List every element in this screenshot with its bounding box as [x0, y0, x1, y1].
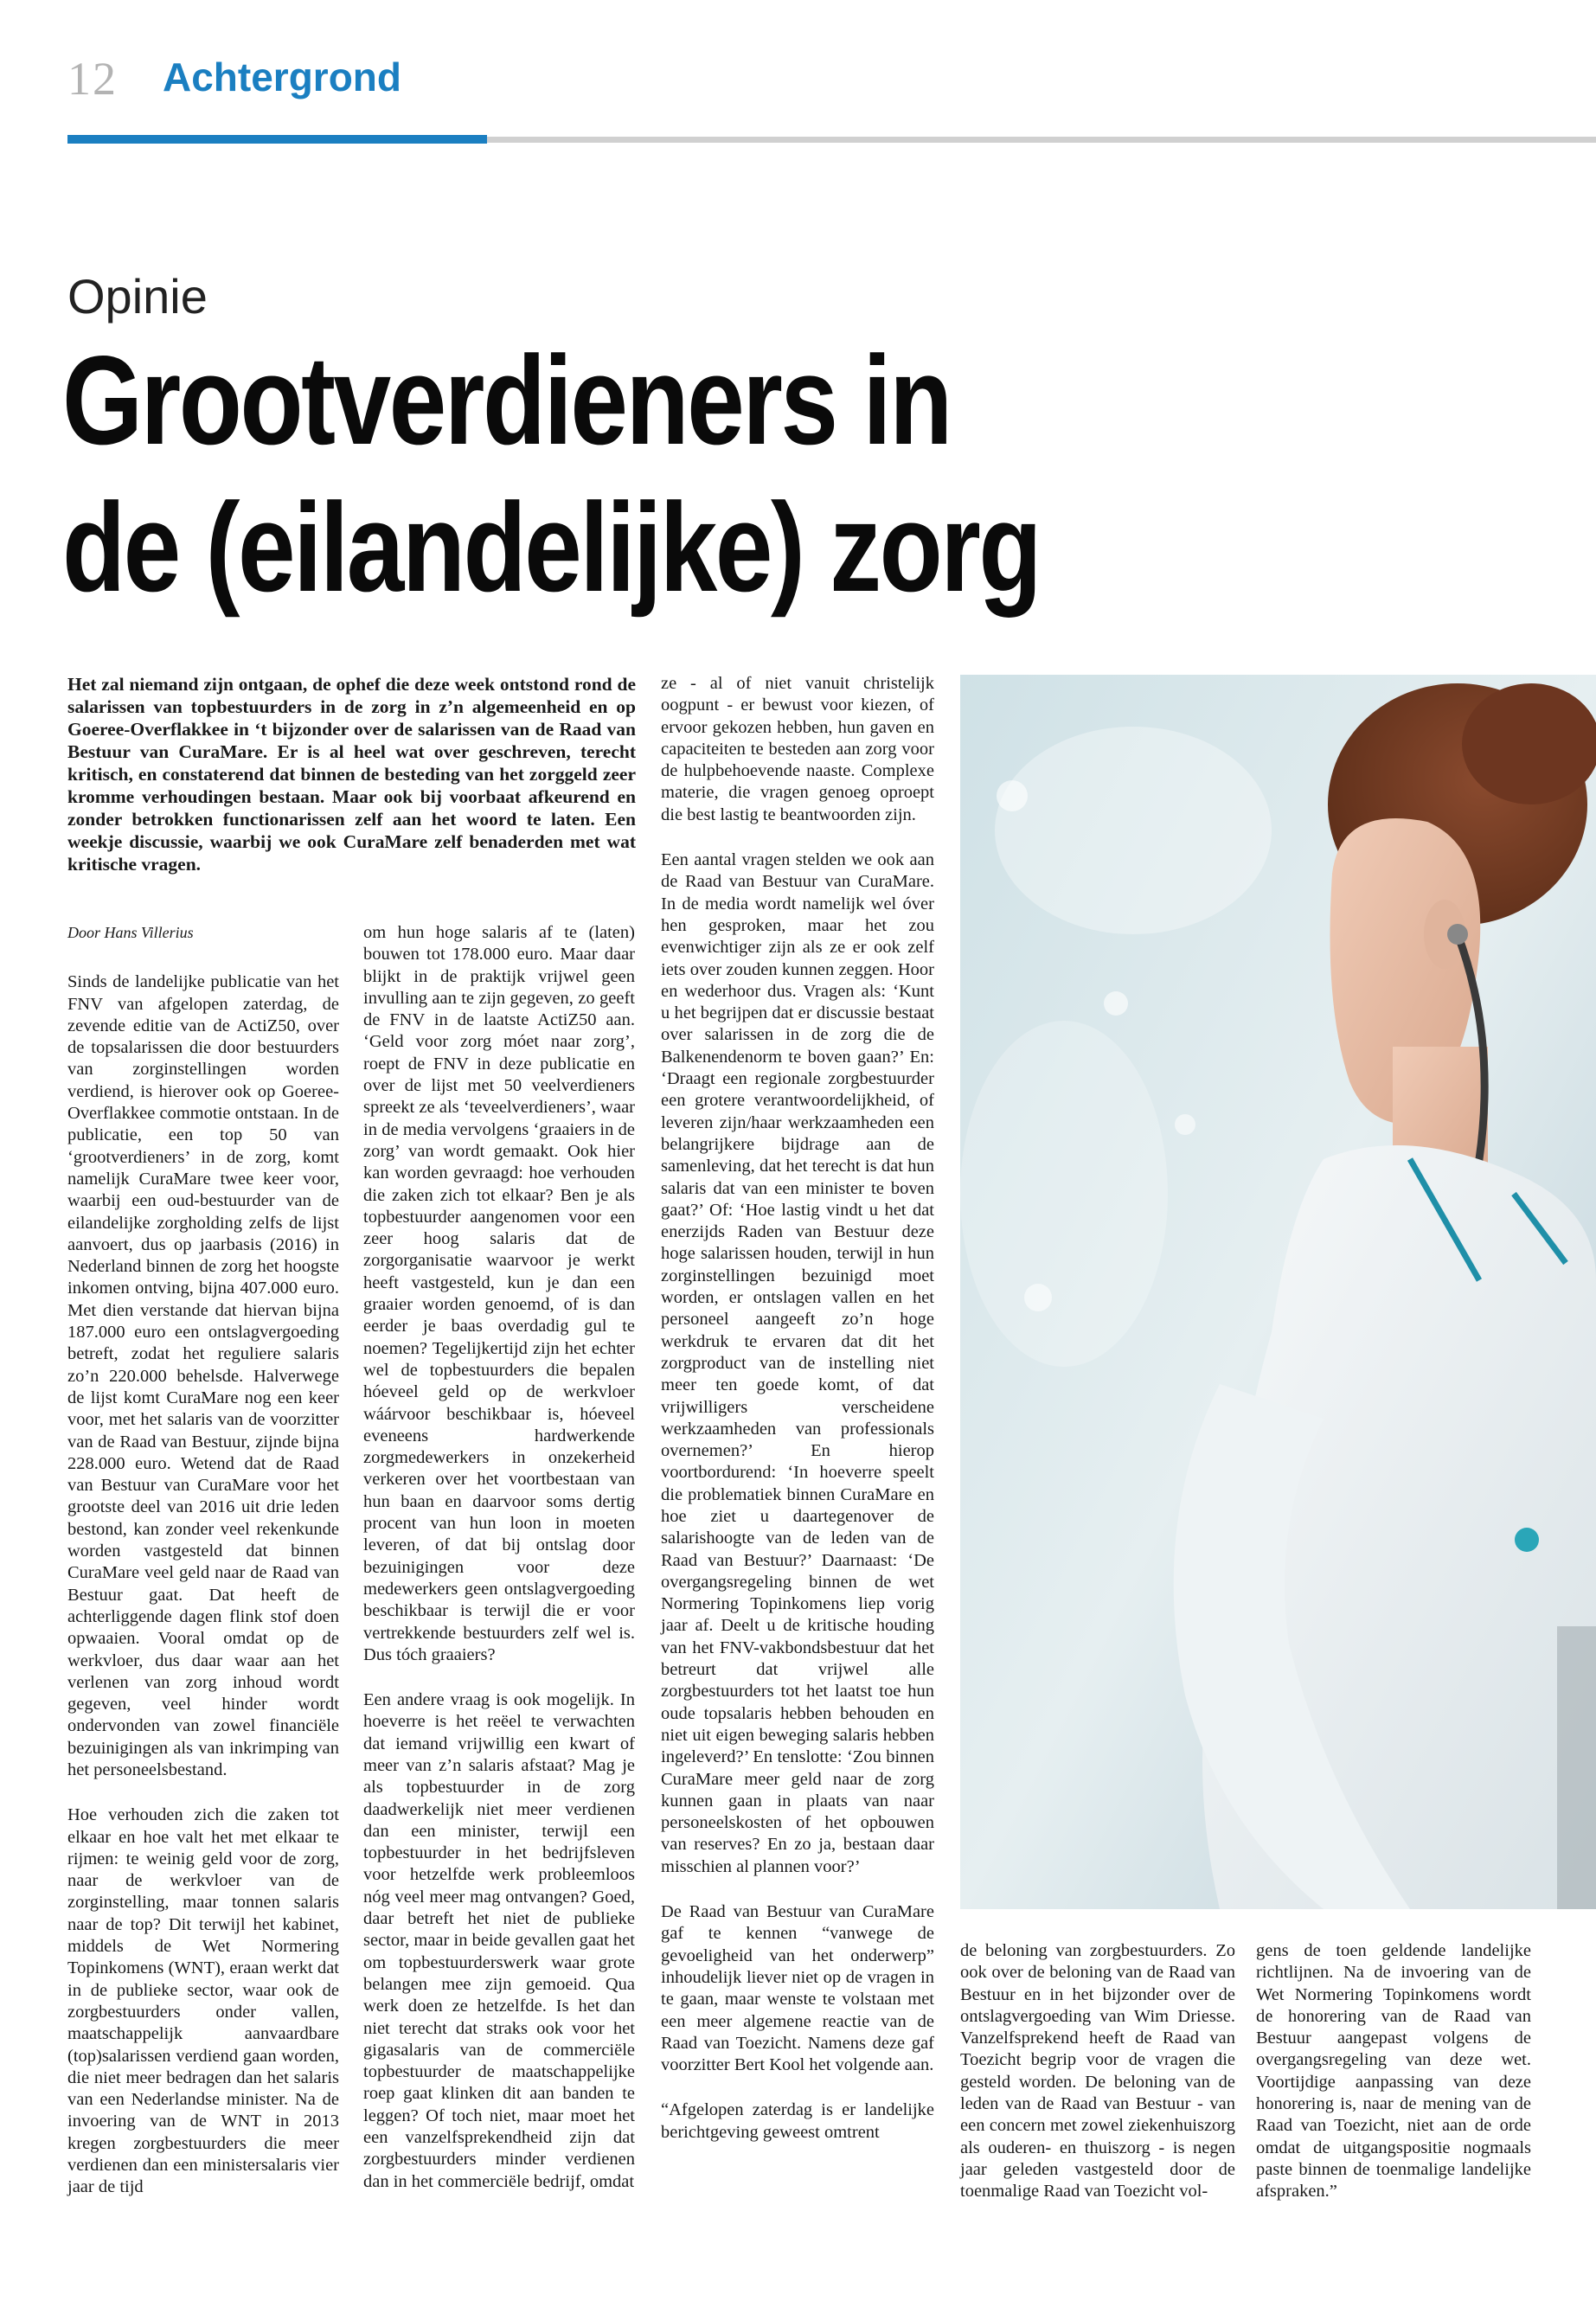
article-column-3 — [661, 673, 934, 2167]
article-column-4 — [960, 1940, 1235, 2227]
paragraph: “Afgelopen zaterdag is er landelijke berichtgeving geweest omtrent — [661, 2100, 934, 2142]
paragraph: Hoe verhouden zich die zaken tot elkaar en hoe valt het met elkaar te rijmen: te weinig geld voor de zorg, naar de werkvloer van de zorginstelling, maar tonnen salaris naar de top? Dit terwijl het kabinet, middels de Wet Normering Topinkomens (WNT), eraan werkt dat in de publieke sector, waar ook de zorgbestuurders onder vallen, maatschappelijk aanvaardbare (top)salarissen verdiend gaan worden, die niet meer bedragen dan het salaris van een Nederlandse minister. Na de invoering van de WNT in 2013 kregen zorgbestuurders die meer verdienen dan een ministersalaris vier jaar de tijd — [67, 1805, 339, 2197]
paragraph: De Raad van Bestuur van CuraMare gaf te kennen “vanwege de gevoeligheid van het onderwerp” inhoudelijk liever niet op de vragen in te gaan, maar wenste te volstaan met een meer algemene reactie van de Raad van Toezicht. Namens deze gaf voorzitter Bert Kool het volgende aan. — [661, 1902, 934, 2075]
paragraph: ze - al of niet vanuit christelijk oogpunt - er bewust voor kiezen, of ervoor gekozen hebben, hun gaven en capaciteiten te besteden aan zorg voor de hulpbehoevende naaste. Complexe materie, die vragen genoeg oproept die best lastig te beantwoorden zijn. — [661, 674, 934, 824]
article-photo — [960, 675, 1596, 1909]
article-headline — [62, 327, 1041, 621]
section-title: Achtergrond — [163, 54, 401, 99]
article-column-1 — [67, 922, 339, 2222]
nurse-photo-illustration — [960, 675, 1596, 1909]
byline: Door Hans Villerius — [67, 924, 194, 941]
article-kicker: Opinie — [67, 269, 208, 324]
headline-line-1: Grootverdieners in — [62, 330, 951, 471]
paragraph: Een aantal vragen stelden we ook aan de Raad van Bestuur van CuraMare. In de media wordt namelijk wel óver hen gesproken, maar het zou evenwichtiger zijn als ze er ook zelf iets over zouden kunnen zeggen. Hoor en wederhoor dus. Vragen als: ‘Kunt u het begrijpen dat er discussie bestaat over salarissen in de zorg die de Balkenendenorm te boven gaan?’ En: ‘Draagt een regionale zorgbestuurder een grotere verantwoordelijkheid, of leveren zijn/haar werkzaamheden een belangrijkere bijdrage aan de samenleving, dat het terecht is dat hun salaris dat van een minister te boven gaat?’ Of: ‘Hoe lastig vindt u het dat enerzijds Raden van Bestuur deze hoge salarissen houden, terwijl in hun zorginstellingen bezuinigd moet worden, er ontslagen vallen en het personeel aangeeft zo’n hoge werkdruk te ervaren dat dit het zorgproduct van de instelling niet meer ten goede komt, of dat vrijwilligers verscheidene werkzaamheden van professionals overnemen?’ En hierop voortbordurend: ‘In hoeverre speelt die problematiek binnen CuraMare en hoe ziet u daartegenover de salarishoogte van de leden van de Raad van Bestuur?’ Daarnaast: ‘De overgangsregeling binnen de wet Normering Topinkomens liep vorig jaar af. Deelt u de kritische houding van het FNV-vakbondsbestuur dat het betreurt dat vrijwel alle zorgbestuurders tot het laatst toe hun oude topsalaris hebben behouden en niet uit eigen beweging salaris hebben ingeleverd?’ En tenslotte: ‘Zou binnen CuraMare meer geld naar de zorg kunnen gaan in plaats van naar personeelskosten of het opbouwen van reserves? En zo ja, bestaan daar misschien al plannen voor?’ — [661, 850, 934, 1876]
paragraph: de beloning van zorgbestuurders. Zo ook over de beloning van de Raad van Bestuur en in het bijzonder over de ontslagvergoeding van Wim Driesse. Vanzelfsprekend heeft de Raad van Toezicht begrip voor de vragen die gesteld worden. De beloning van de leden van de Raad van Bestuur - van een concern met zowel ziekenhuiszorg als ouderen- en thuiszorg - is negen jaar geleden vastgesteld door de toenmalige Raad van Toezicht vol- — [960, 1941, 1235, 2202]
paragraph: Sinds de landelijke publicatie van het FNV van afgelopen zaterdag, de zevende editie van de ActiZ50, over de topsalarissen die door bestuurders van zorginstellingen worden verdiend, is hierover ook op Goeree-Overflakkee commotie ontstaan. In de publicatie, een top 50 van ‘grootverdieners’ in de zorg, komt namelijk CuraMare twee keer voor, waarbij een oud-bestuurder van de eilandelijke zorgholding zelfs de lijst aanvoert, dus op jaarbasis (2016) in Nederland binnen de zorg het hoogste inkomen ontving, bijna 407.000 euro. Met dien verstande dat hiervan bijna 187.000 euro een ontslagvergoeding betreft, zodat het reguliere salaris zo’n 220.000 behelsde. Halverwege de lijst komt CuraMare nog een keer voor, met het salaris van de voorzitter van de Raad van Bestuur, zijnde bijna 228.000 euro. Wetend dat de Raad van Bestuur van CuraMare voor het grootste deel van 2016 uit drie leden bestond, kan zonder veel rekenkunde worden vastgesteld dat binnen CuraMare veel geld naar de Raad van Bestuur gaat. Dat heeft de achterliggende dagen flink stof doen opwaaien. Vooral omdat op de werkvloer, dus daar waar aan het verlenen van zorg inhoud wordt gegeven, veel hinder wordt ondervonden van zowel financiële bezuinigingen als van inkrimping van het personeelsbestand. — [67, 972, 339, 1779]
article-column-2 — [363, 922, 635, 2216]
headline-line-2: de (eilandelijke) zorg — [62, 477, 1041, 618]
paragraph: Een andere vraag is ook mogelijk. In hoeverre is het reëel te verwachten dat iemand vrijwillig een kwart of meer van z’n salaris afstaat? Mag je als topbestuurder in de zorg daadwerkelijk niet meer verdienen dan een minister, terwijl een topbestuurder in het bedrijfsleven voor hetzelfde werk probleemloos nóg veel meer mag ontvangen? Goed, daar betreft het niet de publieke sector, maar in beide gevallen gaat het om topbestuurderswerk waar grote belangen mee zijn gemoeid. Qua werk doen ze hetzelfde. Is het dan niet terecht dat straks ook voor het gigasalaris van de commerciële topbestuurder de maatschappelijke roep gaat klinken dit aan banden te leggen? Of toch niet, maar moet het een vanzelfsprekendheid zijn dat zorgbestuurders minder verdienen dan in het commerciële bedrijf, omdat — [363, 1690, 635, 2191]
article-lead: Het zal niemand zijn ontgaan, de ophef die deze week ontstond rond de salarissen van topbestuurders in de zorg in z’n algemeenheid en op Goeree-Overflakkee in ‘t bijzonder over de salarissen van de Raad van Bestuur van CuraMare. Er is al heel wat over geschreven, terecht kritisch, en constaterend dat binnen de besteding van het zorggeld zeer kromme verhoudingen bestaan. Maar ook bij voorbaat afkeurend en zonder betrokken functionarissen zelf aan het woord te laten. Een weekje discussie, waarbij we ook CuraMare zelf benaderden met wat kritische vragen. — [67, 674, 636, 875]
page-number: 12 — [67, 53, 118, 105]
paragraph: gens de toen geldende landelijke richtlijnen. Na de invoering van de Wet Normering Topinkomens wordt de honorering van de Raad van Bestuur aangepast volgens de overgangsregeling van deze wet. Voortijdige aanpassing van deze honorering is, naar de mening van de Raad van Toezicht, niet aan de orde omdat de uitgangspositie nogmaals paste binnen de toenmalige landelijke afspraken.” — [1256, 1941, 1531, 2202]
paragraph: om hun hoge salaris af te (laten) bouwen tot 178.000 euro. Maar daar blijkt in de praktijk vrijwel geen invulling aan te zijn gegeven, zo geeft de FNV in de laatste ActiZ50 aan. ‘Geld voor zorg móet naar zorg’, roept de FNV in deze publicatie en over de lijst met 50 veelverdieners spreekt ze als ‘teveelverdieners’, waar in de media vervolgens ‘graaiers in de zorg’ van wordt gemaakt. Ook hier kan worden gevraagd: hoe verhouden die zaken zich tot elkaar? Ben je als topbestuurder aangenomen voor een zeer hoog salaris dat de zorgorganisatie waarvoor je werkt heeft vastgesteld, kun je dan een graaier worden genoemd, of is dan eerder je baas overdadig gul te noemen? Tegelijkertijd zijn het echter wel de topbestuurders die bepalen hóeveel geld op de werkvloer wáárvoor beschikbaar is, hóeveel eveneens hardwerkende zorgmedewerkers in onzekerheid verkeren over het voortbestaan van hun baan en daarvoor soms dertig procent van hun loon in moeten leveren, of dat bij ontslag door bezuinigingen voor deze medewerkers geen ontslagvergoeding beschikbaar is terwijl die er voor vertrekkende bestuurders zelf wel is. Dus tóch graaiers? — [363, 923, 635, 1664]
header-rule-accent — [67, 135, 487, 144]
article-column-5 — [1256, 1940, 1531, 2227]
